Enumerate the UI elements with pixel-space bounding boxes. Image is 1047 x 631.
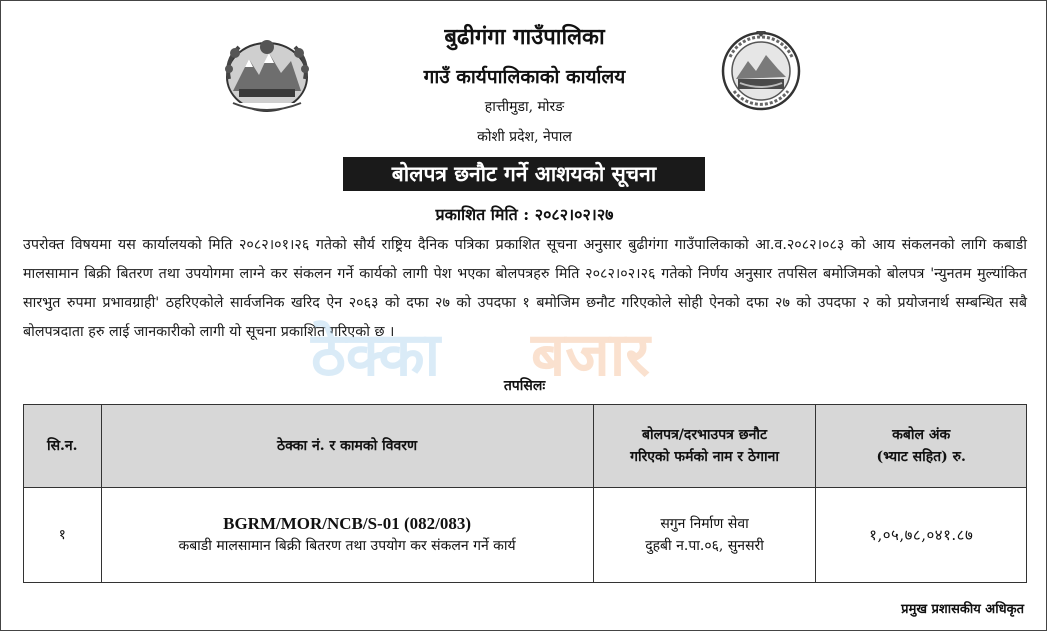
org-name: बुढीगंगा गाउँपालिका bbox=[444, 24, 605, 50]
firm-name: सगुन निर्माण सेवा bbox=[660, 516, 749, 532]
watermark-part2: बजार bbox=[531, 320, 650, 390]
table-row bbox=[24, 488, 1027, 583]
work-description: कबाडी मालसामान बिक्री बितरण तथा उपयोग कर संकलन गर्ने कार्य bbox=[178, 538, 516, 554]
header-amount-line2: (भ्याट सहित) रु. bbox=[876, 449, 966, 465]
contract-number: BGRM/MOR/NCB/S-01 (082/083) bbox=[223, 514, 472, 533]
header-description: ठेक्का नं. र कामको विवरण bbox=[101, 405, 593, 488]
header-firm-line2: गरिएको फर्मको नाम र ठेगाना bbox=[630, 449, 779, 465]
notice-body: उपरोक्त विषयमा यस कार्यालयको मिति २०८२।०१।२६ गतेको सौर्य राष्ट्रिय दैनिक पत्रिका प्रकाशित सूचना अनुसार बुढीगंगा गाउँपालिकाको आ.व.२०८२।०८३ को आय संकलनको लागि कबाडी मालसामान बिक्री बितरण तथा उपयोगमा लाग्ने कर संकलन गर्ने कार्यको लागी पेश भएका बोलपत्रहरु मिति २०८२।०२।२६ गतेको निर्णय अनुसार तपसिल बमोजिमको बोलपत्र 'न्युनतम मुल्यांकित सारभुत रुपमा प्रभावग्राही' ठहरिएकोले सार्वजनिक खरिद ऐन २०६३ को दफा २७ को उपदफा १ बमोजिम छनौट गरिएकोले सोही ऐनको दफा २७ को उपदफा २ को प्रयोजनार्थ सम्बन्धित सबै बोलपत्रदाता हरु लाई जानकारीको लागी यो सूचना प्रकाशित गरिएको छ । bbox=[23, 237, 1027, 340]
header-amount-line1: कबोल अंक bbox=[892, 427, 951, 443]
header-firm-line1: बोलपत्र/दरभाउपत्र छनौट bbox=[642, 427, 768, 443]
header-amount bbox=[816, 405, 1027, 488]
office-address: हात्तीमुडा, मोरङ bbox=[484, 99, 565, 115]
row-amount: १,०५,७८,०४१.८७ bbox=[816, 488, 1027, 583]
firm-address: दुहबी न.पा.०६, सुनसरी bbox=[645, 538, 764, 554]
header-sn: सि.न. bbox=[24, 405, 102, 488]
signature-title: प्रमुख प्रशासकीय अधिकृत bbox=[901, 602, 1024, 617]
watermark-part1: ठेक्का bbox=[311, 320, 441, 390]
office-name: गाउँ कार्यपालिकाको कार्यालय bbox=[423, 66, 626, 88]
schedule-label: तपसिलः bbox=[503, 378, 546, 394]
row-firm bbox=[593, 488, 816, 583]
notice-title: बोलपत्र छनौट गर्ने आशयको सूचना bbox=[343, 157, 705, 191]
office-province: कोशी प्रदेश, नेपाल bbox=[477, 129, 572, 145]
table-header-row bbox=[24, 405, 1027, 488]
published-date: प्रकाशित मिति : २०८२।०२।२७ bbox=[435, 205, 614, 224]
award-table bbox=[23, 404, 1027, 583]
row-description bbox=[101, 488, 593, 583]
row-sn: १ bbox=[24, 488, 102, 583]
header-firm bbox=[593, 405, 816, 488]
